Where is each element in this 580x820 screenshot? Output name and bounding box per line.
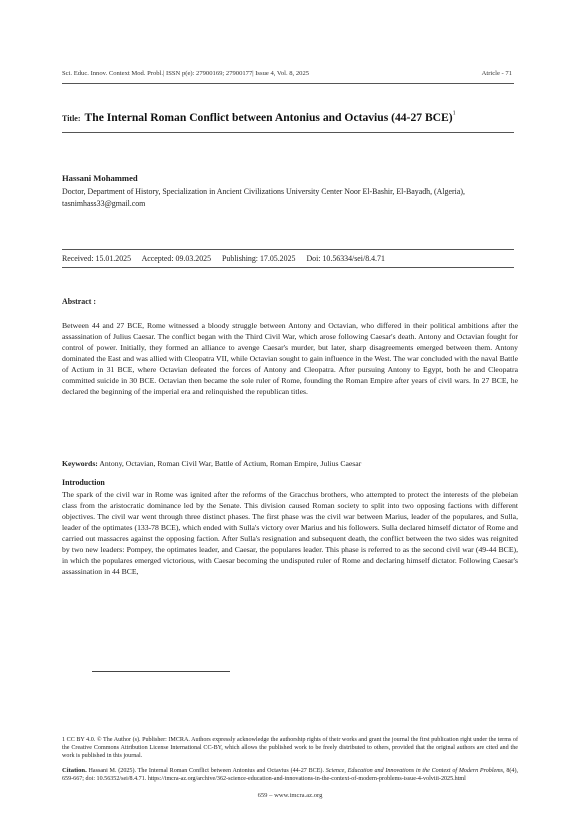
citation <box>62 767 518 783</box>
article-number: Atricle - 71 <box>481 70 512 77</box>
title-text: The Internal Roman Conflict between Antonius and Octavius (44-27 BCE) <box>84 111 453 124</box>
citation-details[interactable]: , 8(4), 659-667; doi: 10.56352/sei/8.4.71. https://imcra-az.org/archive/362-science-education-and-innovations-in-the-context-of-modern-problems-issue-4-volviii-2025.html <box>62 768 518 783</box>
article-dates <box>62 254 518 263</box>
header-rule <box>62 83 514 84</box>
abstract-heading: Abstract : <box>62 297 96 306</box>
keywords-text: Antony, Octavian, Roman Civil War, Battle of Actium, Roman Empire, Julius Caesar <box>97 459 362 468</box>
paper-title <box>62 108 517 126</box>
running-header <box>62 70 512 77</box>
introduction-body: The spark of the civil war in Rome was ignited after the reforms of the Gracchus brothers, who attempted to protect the interests of the plebeian class from the aristocratic dominance led by the Senate. This division caused Roman society to split into two opposing factions with different objectives. The civil war went through three distinct phases. The first phase was the civil war between Marius, leader of the populares, and Sulla, leader of the optimates (133-78 BCE), which ended with Sulla's victory over Marius and his followers. Sulla declared himself dictator of Rome and carried out massacres against the opposing faction. After Sulla's resignation and subsequent death, the conflict between the two sides was reignited by two new leaders: Pompey, the optimates leader, and Caesar, the populares leader. This phase is referred to as the second civil war (49-44 BCE), in which the populares emerged victorious, with Caesar becoming the undisputed ruler of Rome and declaring himself dictator. Following Caesar's assassination in 44 BCE, <box>62 490 518 576</box>
footnote-rule <box>92 671 230 672</box>
license-footnote: 1 CC BY 4.0. © The Author (s). Publisher: IMCRA. Authors expressly acknowledge the authorship rights of their works and grant the journal the first publication right under the terms of the Creative Commons Attribution License International CC-BY, which allows the published work to be freely distributed to others, provided that the original authors are cited and the work is published in this journal. <box>62 737 518 760</box>
citation-label: Citation. <box>62 767 87 774</box>
dates-rule-bottom <box>62 267 514 268</box>
abstract-body: Between 44 and 27 BCE, Rome witnessed a bloody struggle between Antony and Octavian, who differed in their political ambitions after the assassination of Julius Caesar. The conflict began with the Third Civil War, which arose following Caesar's death. Antony and Octavian fought for control of power. Initially, they formed an alliance to avenge Caesar's murder, but later, sharp disagreements emerged between them. Antony dominated the East and was allied with Cleopatra VII, while Octavian sought to gain influence in the West. The war concluded with the naval Battle of Actium in 31 BCE, where Octavian defeated the forces of Antony and Cleopatra. After pursuing Antony to Egypt, both he and Cleopatra committed suicide in 30 BCE. Octavian then became the sole ruler of Rome, founding the Roman Empire after years of civil wars. In 27 BCE, he declared the beginning of the imperial era and relinquished the republican titles. <box>62 321 518 396</box>
title-rule <box>62 132 514 133</box>
citation-journal: Science, Education and Innovations in the Context of Modern Problems <box>325 768 504 774</box>
doi[interactable]: Doi: 10.56334/sei/8.4.71 <box>306 254 385 263</box>
dates-rule-top <box>62 249 514 250</box>
author-name: Hassani Mohammed <box>62 173 138 183</box>
page-footer: 659 – www.imcra.az.org <box>257 792 323 799</box>
title-prefix: Title: <box>62 114 81 123</box>
keywords-label: Keywords: <box>62 459 98 468</box>
journal-info: Sci. Educ. Innov. Context Mod. Probl.| ISSN p(e): 27900169; 27900177| Issue 4, Vol. 8, 2025 <box>62 70 310 77</box>
publishing-date: Publishing: 17.05.2025 <box>222 254 296 263</box>
title-footnote-marker: 1 <box>452 110 456 117</box>
citation-text: Hassani M. (2025). The Internal Roman Conflict between Antonius and Octavius (44-27 BCE). <box>86 768 326 774</box>
introduction-heading: Introduction <box>62 478 105 487</box>
author-affiliation: Doctor, Department of History, Specialization in Ancient Civilizations University Center Noor El-Bashir, El-Bayadh, (Algeria), tasnimhass33@gmail.com <box>62 187 465 208</box>
accepted-date: Accepted: 09.03.2025 <box>141 254 212 263</box>
keywords <box>62 459 518 468</box>
received-date: Received: 15.01.2025 <box>62 254 132 263</box>
